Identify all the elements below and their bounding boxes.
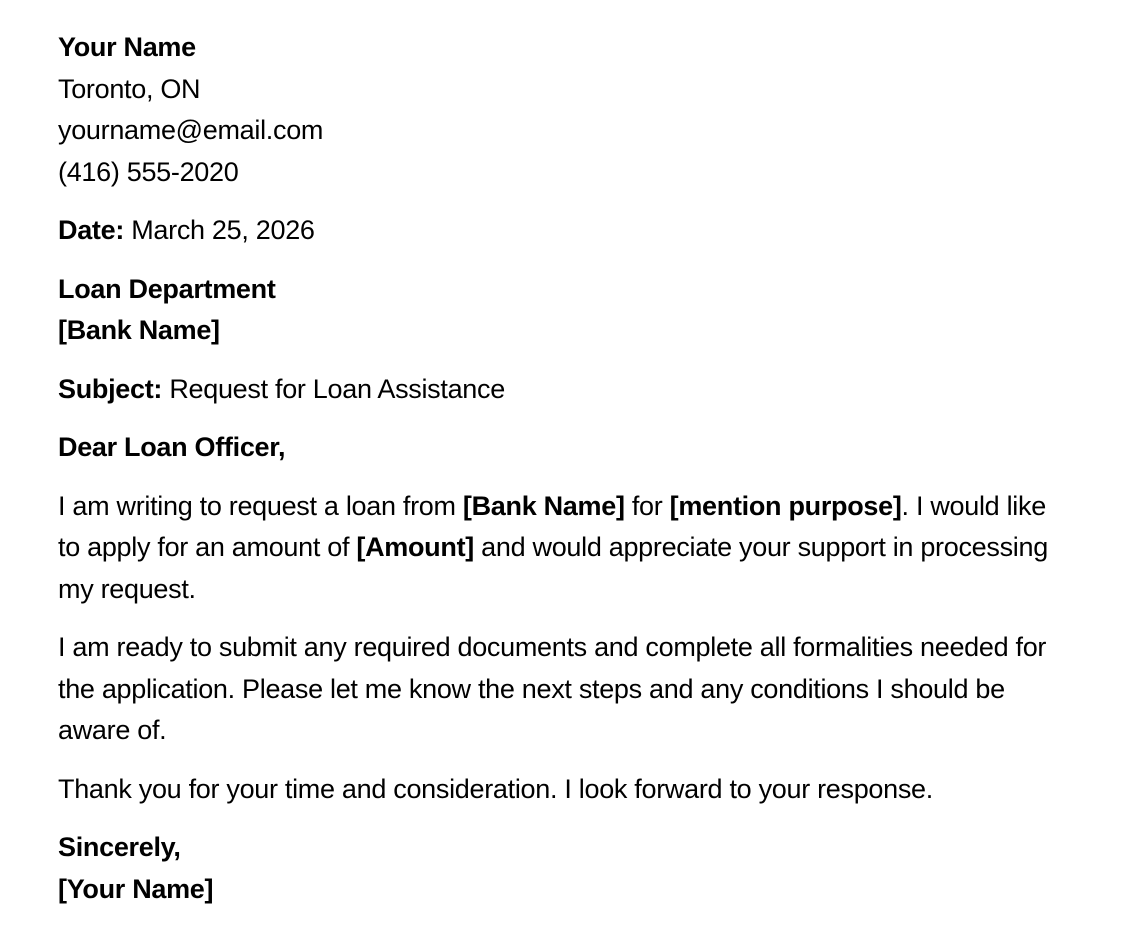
date-label: Date: xyxy=(58,215,125,245)
salutation: Dear Loan Officer, xyxy=(58,432,286,462)
sender-city: Toronto, ON xyxy=(58,73,201,104)
recipient-block xyxy=(58,269,1060,352)
closing-block xyxy=(58,827,1060,910)
recipient-bank: [Bank Name] xyxy=(58,315,220,345)
sender-name: Your Name xyxy=(58,32,196,62)
subject-line xyxy=(58,369,1060,411)
closing-signature: [Your Name] xyxy=(58,873,214,904)
date-line xyxy=(58,210,1060,252)
date-value: March 25, 2026 xyxy=(124,215,315,245)
subject-label: Subject: xyxy=(58,373,163,404)
recipient-department: Loan Department xyxy=(58,273,276,304)
sender-phone: (416) 555-2020 xyxy=(58,156,239,187)
subject-value: Request for Loan Assistance xyxy=(162,373,505,404)
sender-block xyxy=(58,27,1060,193)
body-paragraph-1: I am writing to request a loan from [Bank Name] for [mention purpose]. I would like to apply for an amount of [Amount] and would appreciate your support in processing my request. xyxy=(58,490,1048,604)
sender-email: yourname@email.com xyxy=(58,115,324,145)
body-paragraph-2: I am ready to submit any required documents and complete all formalities needed for the application. Please let me know the next steps and any conditions I should be aware of. xyxy=(58,632,1047,745)
closing-signoff: Sincerely, xyxy=(58,832,181,862)
body-paragraph-3: Thank you for your time and consideration. I look forward to your response. xyxy=(58,773,933,804)
